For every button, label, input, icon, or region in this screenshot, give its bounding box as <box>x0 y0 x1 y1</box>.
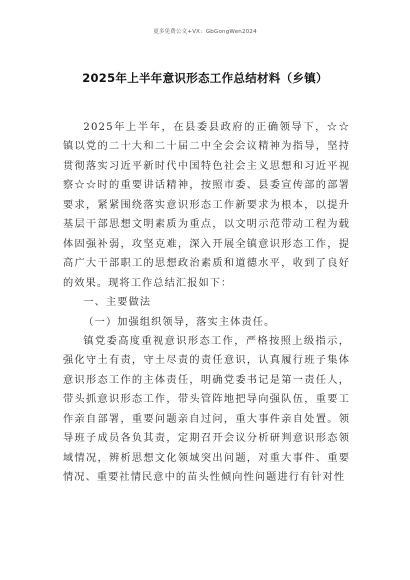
body-paragraph: 镇党委高度重视意识形态工作，严格按照上级指示，强化守土有责，守土尽责的责任意识，认真履行班子集体意识形态工作的主体责任，明确党委书记是第一责任人，带头抓意识形态工作，带头管阵地把导向强队伍，重要工作亲自部署，重要问题亲自过问，重大事件亲自处置。领导班子成员各负其责，定期召开会议分析研判意识形态领域情况，辨析思想文化领域突出问题，对重大事件、重要情况、重要社情民意中的苗头性倾向性问题进行有针对性 <box>63 335 350 484</box>
watermark-text: 更多免费公文+VX：GbGongWen2024 <box>153 29 257 35</box>
section-heading: 一、主要做法 <box>83 297 152 309</box>
document-title: 2025年上半年意识形态工作总结材料（乡镇） <box>82 71 328 85</box>
intro-paragraph: 2025年上半年，在县委县政府的正确领导下，☆☆镇以党的二十大和二十届二中全会会议精神为指导，坚持贯彻落实习近平新时代中国特色社会主义思想和习近平视察☆☆时的重要讲话精神，按照市委、县委宣传部的部署要求，紧紧围绕落实意识形态工作新要求为根本，以提升基层干部思想文明素质为重点，以文明示范带动工程为载体固强补弱，攻坚克难，深入开展全镇意识形态工作，提高广大干部职工的思想政治素质和道德水平，收到了良好的效果。现将工作总结汇报如下： <box>63 122 350 289</box>
subsection-heading: （一）加强组织领导，落实主体责任。 <box>83 316 276 328</box>
document-body <box>63 118 350 488</box>
